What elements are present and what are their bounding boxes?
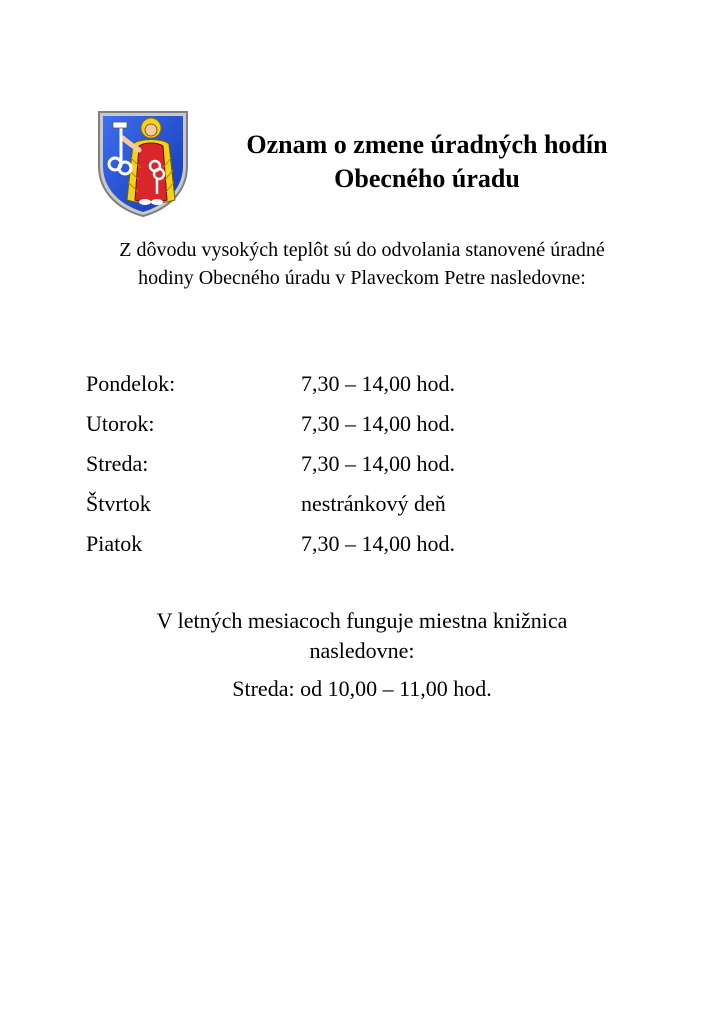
- day-label: Streda:: [86, 451, 149, 476]
- day-label: Piatok: [86, 531, 143, 556]
- library-hours: Streda: od 10,00 – 11,00 hod.: [232, 676, 492, 701]
- library-notice: [50, 606, 674, 704]
- intro-paragraph: [50, 236, 674, 292]
- hours-row: [86, 488, 646, 528]
- day-label: Štvrtok: [86, 491, 151, 516]
- page-title: [200, 128, 654, 196]
- coat-of-arms-icon: [95, 108, 191, 218]
- title-line-1: Oznam o zmene úradných hodín: [246, 130, 608, 159]
- intro-line-1: Z dôvodu vysokých teplôt sú do odvolania stanovené úradné: [119, 239, 605, 261]
- day-label: Pondelok:: [86, 371, 176, 396]
- hours-row: [86, 448, 646, 488]
- title-line-2: Obecného úradu: [334, 164, 520, 193]
- hours-row: [86, 408, 646, 448]
- time-value: 7,30 – 14,00 hod.: [301, 531, 455, 556]
- office-hours-list: [86, 368, 646, 568]
- hours-row: [86, 528, 646, 568]
- time-value: 7,30 – 14,00 hod.: [301, 451, 455, 476]
- time-value: nestránkový deň: [301, 491, 446, 516]
- library-line-2: nasledovne:: [309, 638, 415, 663]
- time-value: 7,30 – 14,00 hod.: [301, 371, 455, 396]
- day-label: Utorok:: [86, 411, 155, 436]
- library-line-1: V letných mesiacoch funguje miestna knižnica: [156, 608, 568, 633]
- hours-row: [86, 368, 646, 408]
- intro-line-2: hodiny Obecného úradu v Plaveckom Petre nasledovne:: [138, 267, 586, 289]
- time-value: 7,30 – 14,00 hod.: [301, 411, 455, 436]
